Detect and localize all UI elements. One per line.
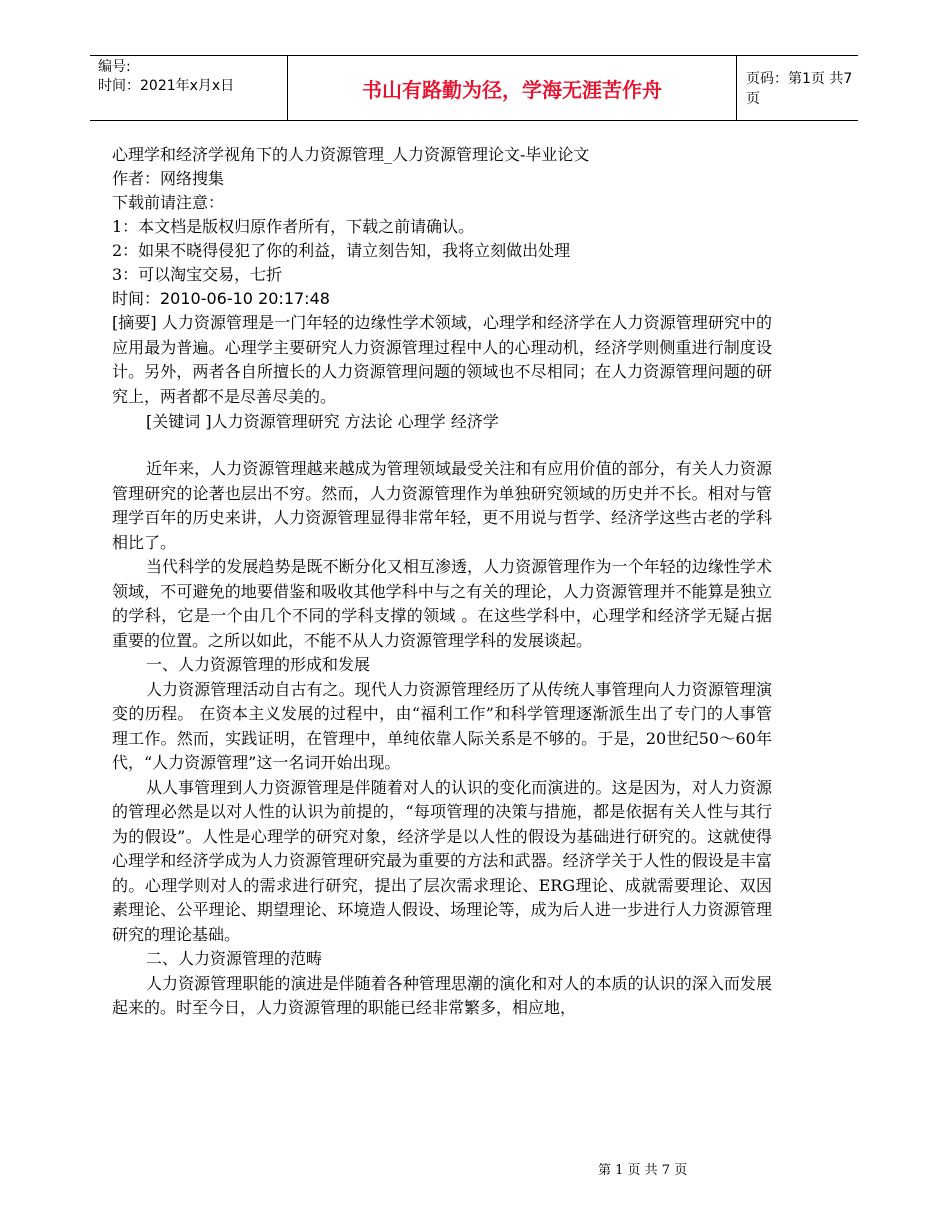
page-header xyxy=(90,55,858,121)
document-timestamp: 时间：2010-06-10 20:17:48 xyxy=(112,289,330,308)
body-paragraph: 人力资源管理活动自古有之。现代人力资源管理经历了从传统人事管理向人力资源管理演变的历程。 在资本主义发展的过程中，由“福利工作”和科学管理逐渐派生出了专门的人事管理工作。然而，实践证明，在管理中，单纯依靠人际关系是不够的。于是，20世纪50～60年代，“人力资源管理”这一名词开始出现。 xyxy=(112,679,772,772)
page-footer: 第 1 页 共 7 页 xyxy=(598,1163,688,1178)
section-heading: 一、人力资源管理的形成和发展 xyxy=(146,655,371,674)
body-paragraph: 人力资源管理职能的演进是伴随着各种管理思潮的演化和对人的本质的认识的深入而发展起来的。时至今日，人力资源管理的职能已经非常繁多，相应地， xyxy=(112,973,772,1017)
document-title: 心理学和经济学视角下的人力资源管理_人力资源管理论文-毕业论文 xyxy=(112,145,590,164)
body-paragraph: 从人事管理到人力资源管理是伴随着对人的认识的变化而演进的。这是因为，对人力资源的管理必然是以对人性的认识为前提的，“每项管理的决策与措施，都是依据有关人性与其行为的假设”。人性是心理学的研究对象，经济学是以人性的假设为基础进行研究的。这就使得心理学和经济学成为人力资源管理研究最为重要的方法和武器。经济学关于人性的假设是丰富的。心理学则对人的需求进行研究，提出了层次需求理论、ERG理论、成就需要理论、双因素理论、公平理论、期望理论、环境造人假设、场理论等，成为后人进一步进行人力资源管理研究的理论基础。 xyxy=(112,777,772,944)
document-body xyxy=(112,143,772,1021)
header-time-label: 时间：2021年x月x日 xyxy=(98,78,235,94)
notice-item: 2：如果不晓得侵犯了你的利益，请立刻告知，我将立刻做出处理 xyxy=(112,241,571,260)
notice-item: 3：可以淘宝交易，七折 xyxy=(112,265,283,284)
section-heading: 二、人力资源管理的范畴 xyxy=(146,949,323,968)
header-meta xyxy=(98,58,286,120)
header-page-info: 页码：第1页 共7页 xyxy=(746,71,853,107)
body-paragraph: 当代科学的发展趋势是既不断分化又相互渗透，人力资源管理作为一个年轻的边缘性学术领域，不可避免的地要借鉴和吸收其他学科中与之有关的理论，人力资源管理并不能算是独立的学科，它是一个由几个不同的学科支撑的领域 。在这些学科中，心理学和经济学无疑占据重要的位置。之所以如此，不能不从人力资源管理学科的发展谈起。 xyxy=(112,557,772,650)
document-author: 作者：网络搜集 xyxy=(112,169,225,188)
abstract: [摘要] 人力资源管理是一门年轻的边缘性学术领域，心理学和经济学在人力资源管理研究中的应用最为普遍。心理学主要研究人力资源管理过程中人的心理动机，经济学则侧重进行制度设计。另外，两者各自所擅长的人力资源管理问题的领域也不尽相同；在人力资源管理问题的研究上，两者都不是尽善尽美的。 xyxy=(112,313,772,406)
keywords: [关键词 ]人力资源管理研究 方法论 心理学 经济学 xyxy=(146,412,499,431)
header-divider xyxy=(736,56,737,120)
header-number-label: 编号: xyxy=(98,59,131,75)
notice-item: 1：本文档是版权归原作者所有，下载之前请确认。 xyxy=(112,217,475,236)
spacer xyxy=(112,435,772,457)
header-motto: 书山有路勤为径，学海无涯苦作舟 xyxy=(362,77,662,102)
notice-heading: 下载前请注意： xyxy=(112,193,225,212)
body-paragraph: 近年来，人力资源管理越来越成为管理领域最受关注和有应用价值的部分，有关人力资源管理研究的论著也层出不穷。然而，人力资源管理作为单独研究领域的历史并不长。相对与管理学百年的历史来讲，人力资源管理显得非常年轻，更不用说与哲学、经济学这些古老的学科相比了。 xyxy=(112,459,772,552)
